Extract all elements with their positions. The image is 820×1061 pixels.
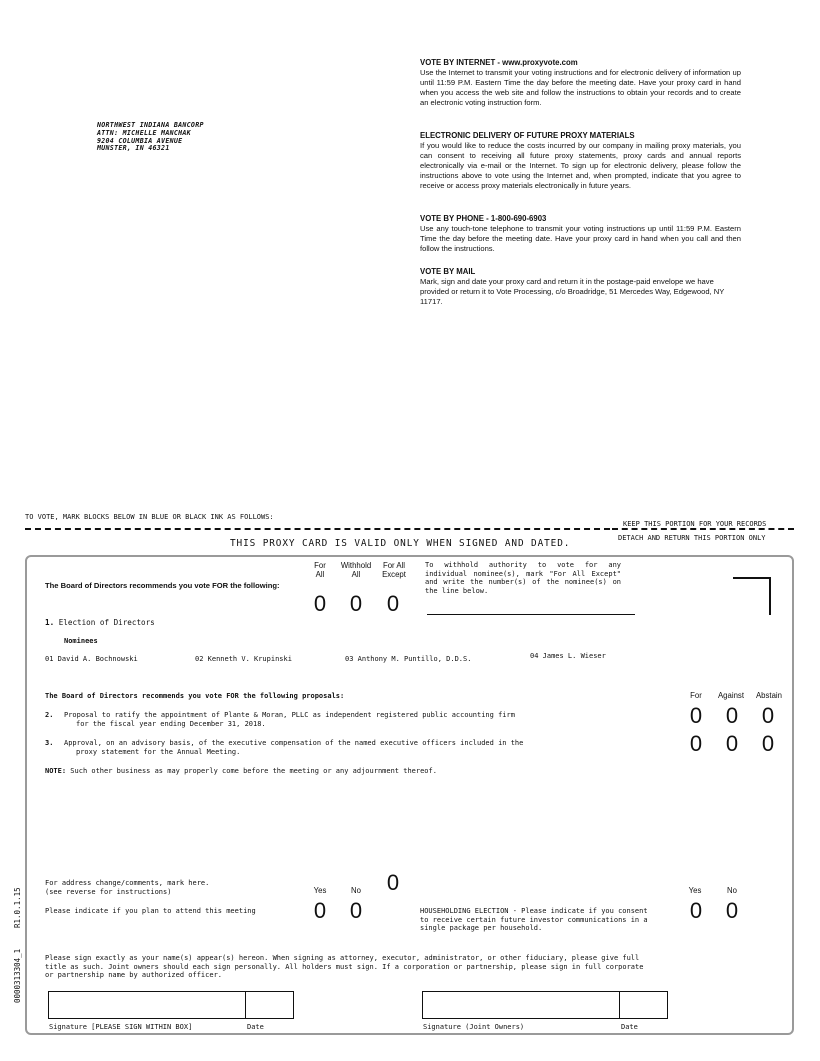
edelivery-title: ELECTRONIC DELIVERY OF FUTURE PROXY MATERIALS: [420, 131, 635, 140]
vote-phone-section: [420, 214, 741, 254]
item-3: 3. Approval, on an advisory basis, of the executive compensation of the named executive officers included in the proxy statement for the Annual Meeting.: [45, 739, 524, 756]
attend-yes-circle[interactable]: 0: [313, 898, 327, 923]
col-for: For: [690, 691, 702, 700]
to-vote-instruction: TO VOTE, MARK BLOCKS BELOW IN BLUE OR BLACK INK AS FOLLOWS:: [25, 513, 274, 521]
vote-internet-section: [420, 58, 741, 108]
joint-signature-box[interactable]: [422, 991, 620, 1019]
householding-yes-label: Yes: [688, 886, 702, 895]
address-change-circle[interactable]: 0: [386, 870, 400, 895]
board-recommendation-2: The Board of Directors recommends you vote FOR the following proposals:: [45, 692, 345, 700]
joint-signature-label: Signature (Joint Owners): [423, 1023, 525, 1031]
address-line: NORTHWEST INDIANA BANCORP: [97, 121, 204, 129]
nominee: 01 David A. Bochnowski: [45, 655, 138, 663]
item-3-abstain-circle[interactable]: 0: [761, 731, 775, 756]
side-code: 0000313304_1: [13, 948, 22, 1003]
item-2-text: Proposal to ratify the appointment of Plante & Moran, PLLC as independent registered public accounting firm for the fiscal year ending December 31, 2018.: [64, 711, 515, 728]
joint-date-box[interactable]: [619, 991, 668, 1019]
signing-instructions: Please sign exactly as your name(s) appear(s) hereon. When signing as attorney, executor, administrator, or other fiduciary, please give full title as such. Joint owners should each sign personally. All holders must sign. If a corporation or partnership, please sign in full corporate or partnership name by authorized officer.: [45, 954, 644, 980]
col-abstain: Abstain: [755, 691, 782, 700]
registration-mark: [733, 577, 771, 615]
attend-no-label: No: [351, 886, 361, 895]
item-3-against-circle[interactable]: 0: [725, 731, 739, 756]
mailing-address: [97, 122, 204, 153]
item-1-label: Election of Directors: [58, 618, 155, 627]
nominee: 04 James L. Wieser: [530, 652, 606, 660]
col-against: Against: [717, 691, 744, 700]
col-withhold-all: Withhold All: [340, 561, 372, 579]
item-1: 1. Election of Directors: [45, 618, 155, 627]
withhold-instructions: To withhold authority to vote for any individual nominee(s), mark "For All Except" and write the number(s) of the nominee(s) on the line below.: [425, 561, 621, 595]
vote-internet-title: VOTE BY INTERNET - www.proxyvote.com: [420, 58, 578, 67]
date-box[interactable]: [245, 991, 294, 1019]
householding-text: HOUSEHOLDING ELECTION - Please indicate if you consent to receive certain future investor communications in a single package per household.: [420, 907, 648, 933]
vote-phone-title: VOTE BY PHONE - 1-800-690-6903: [420, 214, 547, 223]
vote-circle-for-all[interactable]: 0: [313, 591, 327, 616]
side-version: R1.0.1.15: [13, 887, 22, 928]
item-2-abstain-circle[interactable]: 0: [761, 703, 775, 728]
vote-circle-for-all-except[interactable]: 0: [386, 591, 400, 616]
address-line: 9204 COLUMBIA AVENUE: [97, 136, 183, 145]
edelivery-section: [420, 131, 741, 192]
address-line: MUNSTER, IN 46321: [97, 144, 170, 153]
detach-return-label: DETACH AND RETURN THIS PORTION ONLY: [618, 534, 766, 542]
signature-label: Signature [PLEASE SIGN WITHIN BOX]: [49, 1023, 193, 1031]
note: NOTE: Such other business as may properly come before the meeting or any adjournment thereof.: [45, 767, 437, 775]
date-label: Date: [247, 1023, 264, 1031]
householding-yes-circle[interactable]: 0: [689, 898, 703, 923]
address-line: ATTN: MICHELLE MANCHAK: [97, 128, 191, 137]
vote-mail-title: VOTE BY MAIL: [420, 267, 476, 276]
nominee-number-line[interactable]: [427, 614, 635, 615]
item-2-for-circle[interactable]: 0: [689, 703, 703, 728]
joint-date-label: Date: [621, 1023, 638, 1031]
note-text: Such other business as may properly come before the meeting or any adjournment thereof.: [70, 767, 437, 775]
vote-internet-text: Use the Internet to transmit your voting instructions and for electronic delivery of information up until 11:59 P.M. Eastern Time the day before the meeting date. Have your proxy card in hand when you access the web site and follow the instructions to obtain your records and to create an electronic voting instruction form.: [420, 68, 741, 108]
detach-line: [612, 528, 794, 530]
detach-line: [25, 528, 610, 530]
householding-no-label: No: [727, 886, 737, 895]
nominee: 02 Kenneth V. Krupinski: [195, 655, 292, 663]
attend-meeting-text: Please indicate if you plan to attend this meeting: [45, 907, 256, 915]
vote-circle-withhold-all[interactable]: 0: [349, 591, 363, 616]
attend-yes-label: Yes: [313, 886, 327, 895]
item-3-text: Approval, on an advisory basis, of the executive compensation of the named executive officers included in the proxy statement for the Annual Meeting.: [64, 739, 524, 756]
board-recommendation-1: The Board of Directors recommends you vote FOR the following:: [45, 581, 280, 590]
item-3-for-circle[interactable]: 0: [689, 731, 703, 756]
signature-box[interactable]: [48, 991, 246, 1019]
vote-mail-text: Mark, sign and date your proxy card and return it in the postage-paid envelope we have provided or return it to Vote Processing, c/o Broadridge, 51 Mercedes Way, Edgewood, NY 11717.: [420, 277, 725, 307]
keep-portion-label: KEEP THIS PORTION FOR YOUR RECORDS: [623, 520, 767, 528]
col-for-all-except: For All Except: [382, 561, 406, 579]
householding-no-circle[interactable]: 0: [725, 898, 739, 923]
vote-phone-text: Use any touch-tone telephone to transmit your voting instructions up until 11:59 P.M. Eastern Time the day before the meeting date. Have your proxy card in hand when you call and then follow the instructions.: [420, 224, 741, 254]
nominees-label: Nominees: [64, 637, 98, 645]
nominee: 03 Anthony M. Puntillo, D.D.S.: [345, 655, 472, 663]
valid-notice: THIS PROXY CARD IS VALID ONLY WHEN SIGNED AND DATED.: [230, 538, 571, 549]
edelivery-text: If you would like to reduce the costs incurred by our company in mailing proxy materials, you can consent to receiving all future proxy statements, proxy cards and annual reports electronically via e-mail or the Internet. To sign up for electronic delivery, please follow the instructions above to vote using the Internet and, when prompted, indicate that you agree to receive or access proxy materials electronically in future years.: [420, 141, 741, 191]
col-for-all: For All: [314, 561, 326, 579]
item-2: 2. Proposal to ratify the appointment of Plante & Moran, PLLC as independent registered public accounting firm for the fiscal year ending December 31, 2018.: [45, 711, 515, 728]
vote-mail-section: [420, 267, 741, 307]
address-change: For address change/comments, mark here. (see reverse for instructions): [45, 879, 210, 896]
attend-no-circle[interactable]: 0: [349, 898, 363, 923]
item-2-against-circle[interactable]: 0: [725, 703, 739, 728]
